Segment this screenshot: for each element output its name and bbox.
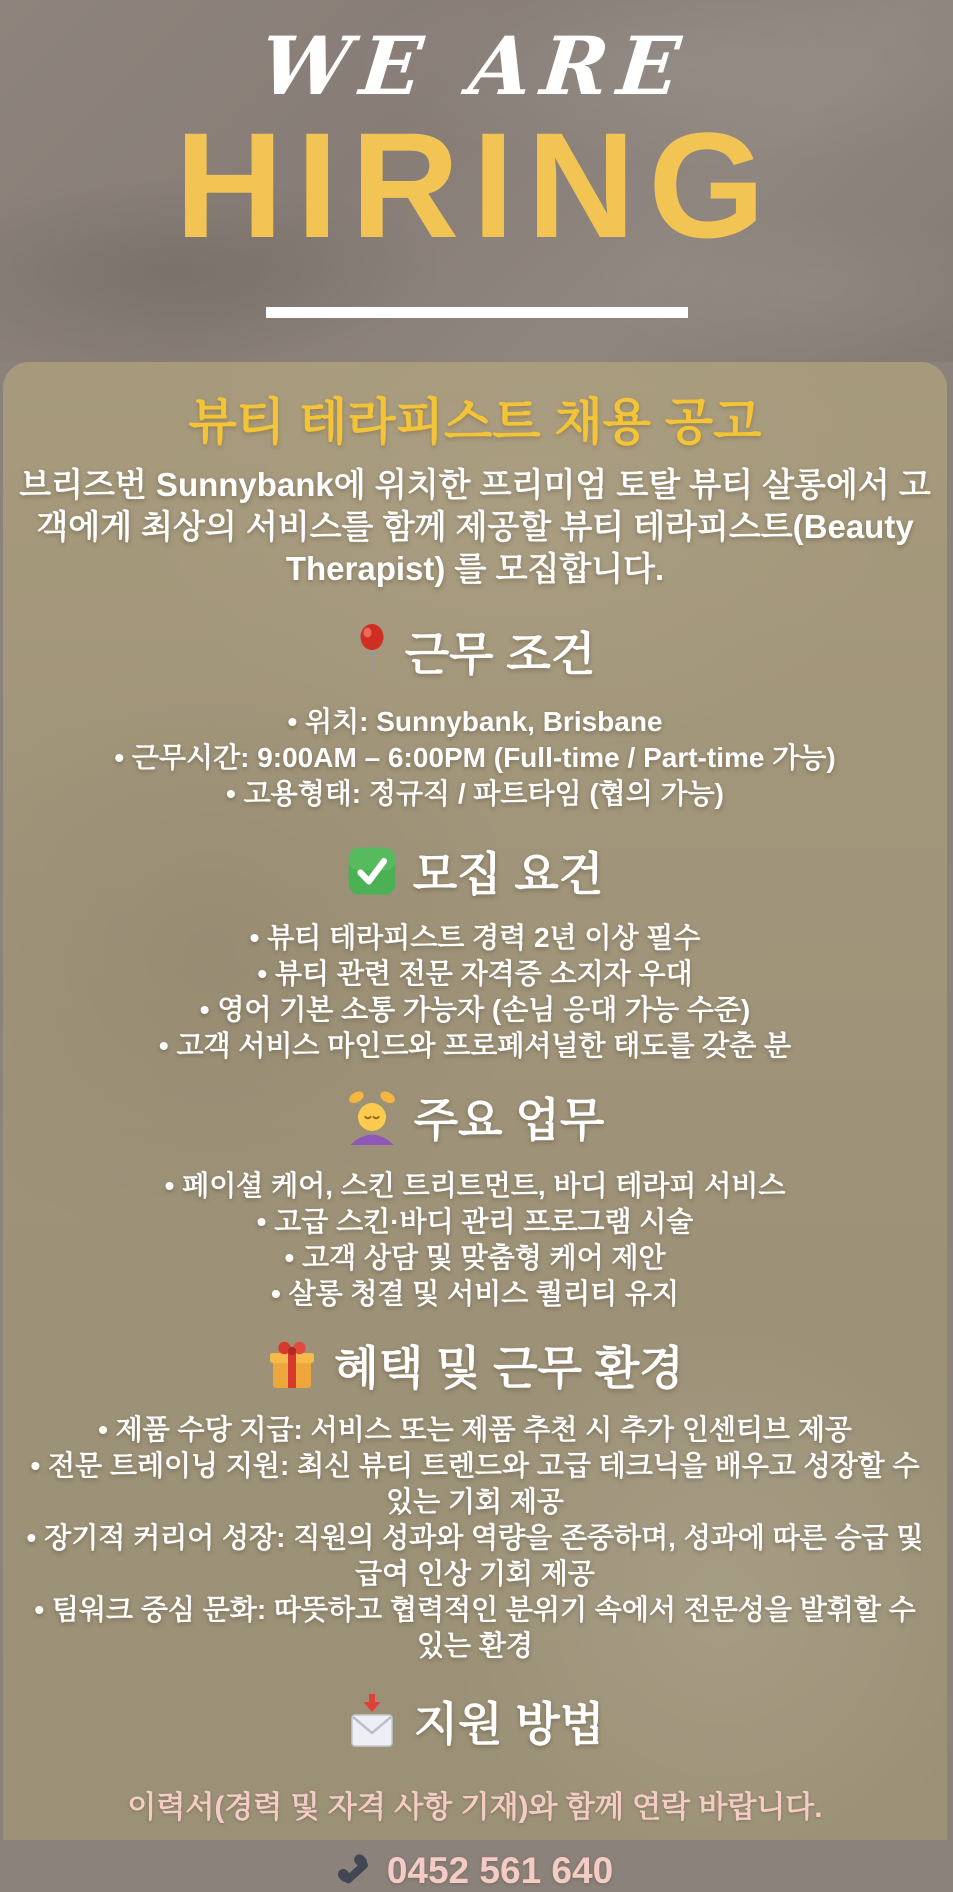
bullet-list-requirements [23, 920, 928, 1064]
bullet-item: • 제품 수당 지급: 서비스 또는 제품 추천 시 추가 인센티브 제공 [23, 1412, 928, 1448]
divider-line [266, 307, 688, 318]
section-title: 근무 조건 [404, 628, 596, 680]
section-header-requirements [3, 838, 947, 904]
bullet-item: • 페이셜 케어, 스킨 트리트먼트, 바디 테라피 서비스 [23, 1168, 928, 1204]
gift-icon [266, 1339, 318, 1391]
banner-title: HIRING [175, 101, 778, 269]
phone-row [3, 1850, 947, 1892]
apply-note: 이력서(경력 및 자격 사항 기재)와 함께 연락 바랍니다. [127, 1791, 823, 1824]
bullet-item: • 뷰티 테라피스트 경력 2년 이상 필수 [23, 920, 928, 956]
bullet-list-benefits [23, 1412, 928, 1664]
bullet-item: • 영어 기본 소통 가능자 (손님 응대 가능 수준) [23, 992, 928, 1028]
bullet-item: • 전문 트레이닝 지원: 최신 뷰티 트렌드와 고급 테크닉을 배우고 성장할 수 있는 기회 제공 [23, 1448, 928, 1520]
bullet-item: • 고급 스킨·바디 관리 프로그램 시술 [23, 1204, 928, 1240]
section-header-apply [3, 1688, 947, 1754]
bullet-list-duties [23, 1168, 928, 1312]
bullet-item: • 고객 서비스 마인드와 프로페셔널한 태도를 갖춘 분 [23, 1028, 928, 1064]
bullet-item: • 고객 상담 및 맞춤형 케어 제안 [23, 1240, 928, 1276]
bullet-item: • 뷰티 관련 전문 자격증 소지자 우대 [23, 956, 928, 992]
intro-text: 브리즈번 Sunnybank에 위치한 프리미엄 토탈 뷰티 살롱에서 고객에게 최상의 서비스를 함께 제공할 뷰티 테라피스트(Beauty Therapist) 를 모집합니다. [19, 466, 931, 587]
top-banner [0, 0, 953, 362]
section-title: 모집 요건 [412, 848, 604, 900]
phone-icon [337, 1853, 373, 1889]
bullet-list-work-conditions [23, 704, 928, 812]
bullet-item: • 팀워크 중심 문화: 따뜻하고 협력적인 분위기 속에서 전문성을 발휘할 수 있는 환경 [23, 1592, 928, 1664]
pushpin-icon [355, 623, 389, 679]
section-header-benefits [3, 1332, 947, 1398]
phone-number: 0452 561 640 [386, 1850, 614, 1891]
poster-title: 뷰티 테라피스트 채용 공고 [188, 394, 762, 450]
section-title: 주요 업무 [413, 1094, 605, 1146]
massage-icon [346, 1089, 398, 1145]
section-title: 혜택 및 근무 환경 [334, 1342, 684, 1394]
bullet-item: • 살롱 청결 및 서비스 퀄리티 유지 [23, 1276, 928, 1312]
bullet-item: • 근무시간: 9:00AM – 6:00PM (Full-time / Part-time 가능) [23, 740, 928, 776]
banner-subtitle: WE ARE [256, 19, 695, 113]
bullet-item: • 고용형태: 정규직 / 파트타임 (협의 가능) [23, 776, 928, 812]
section-title: 지원 방법 [413, 1698, 605, 1750]
section-header-duties [3, 1084, 947, 1150]
bullet-item: • 위치: Sunnybank, Brisbane [23, 704, 928, 740]
content-panel [3, 362, 947, 1891]
bullet-item: • 장기적 커리어 성장: 직원의 성과와 역량을 존중하며, 성과에 따른 승급 및 급여 인상 기회 제공 [23, 1520, 928, 1592]
envelope-icon [346, 1692, 398, 1750]
section-header-work-conditions [3, 618, 947, 684]
check-icon [347, 846, 397, 896]
